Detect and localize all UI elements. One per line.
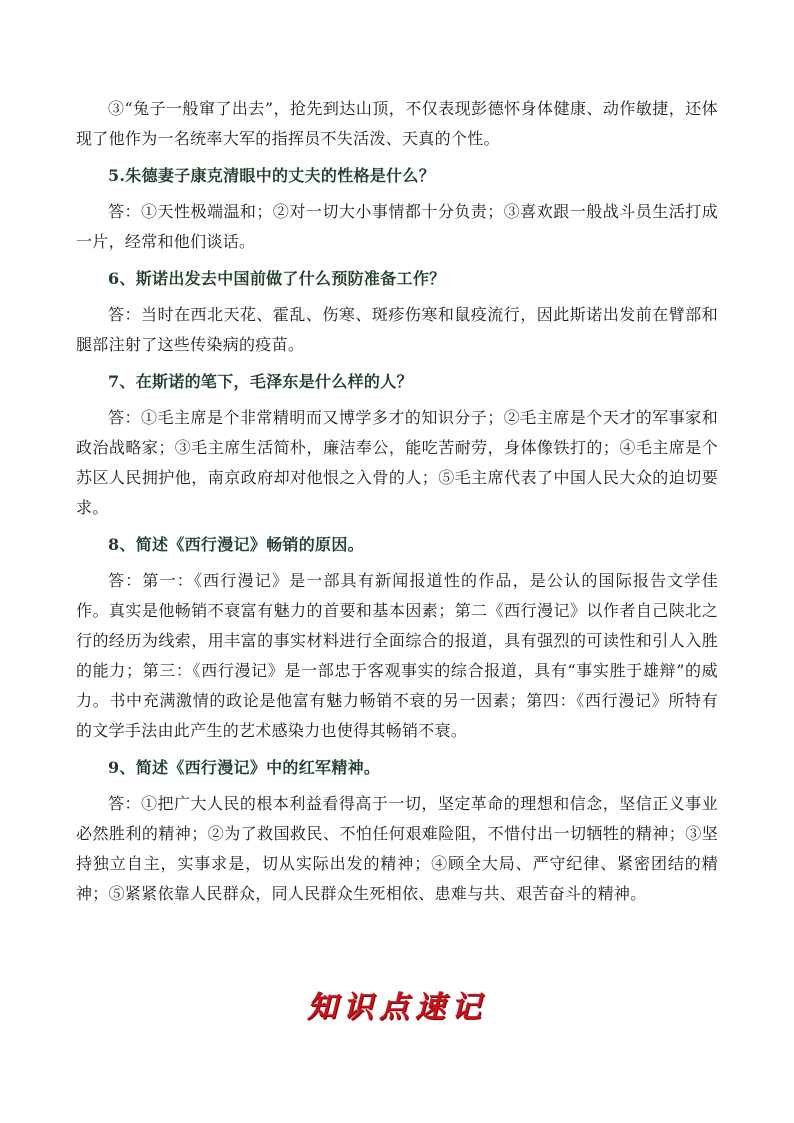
section-brand-logo: 知识点速记 — [307, 990, 487, 1025]
answer-paragraph: 答：①把广大人民的根本利益看得高于一切，坚定革命的理想和信念，坚信正义事业必然胜利的精神；②为了救国救民、不怕任何艰难险阻，不惜付出一切牺牲的精神；③坚持独立自主，实事求是，切从实际出发的精神；④顾全大局、严守纪律、紧密团结的精神；⑤紧紧依靠人民群众，同人民群众生死相依、患难与共、艰苦奋斗的精神。 — [76, 794, 718, 903]
document-body — [76, 94, 718, 916]
answer-paragraph: ③“兔子一般窜了出去”，抢先到达山顶，不仅表现彭德怀身体健康、动作敏捷，还体现了他作为一名统率大军的指挥员不失活泼、天真的个性。 — [76, 99, 718, 148]
question-heading: 7、在斯诺的笔下，毛泽东是什么样的人？ — [108, 372, 413, 391]
question-heading: 8、简述《西行漫记》畅销的原因。 — [108, 535, 364, 554]
question-heading: 9、简述《西行漫记》中的红军精神。 — [108, 758, 381, 777]
question-heading: 5.朱德妻子康克清眼中的丈夫的性格是什么？ — [108, 166, 436, 185]
question-heading: 6、斯诺出发去中国前做了什么预防准备工作？ — [108, 269, 446, 288]
answer-paragraph: 答：第一：《西行漫记》是一部具有新闻报道性的作品，是公认的国际报告文学佳作。真实是他畅销不衰富有魅力的首要和基本因素；第二《西行漫记》以作者自己陕北之行的经历为线索，用丰富的事实材料进行全面综合的报道，具有强烈的可读性和引人入胜的能力；第三：《西行漫记》是一部忠于客观事实的综合报道，具有“事实胜于雄辩”的威力。书中充满激情的政论是他富有魅力畅销不衰的另一因素；第四：《西行漫记》所特有的文学手法由此产生的艺术感染力也使得其畅销不衰。 — [76, 571, 718, 740]
answer-paragraph: 答：①毛主席是个非常精明而又博学多才的知识分子；②毛主席是个天才的军事家和政治战略家；③毛主席生活简朴，廉洁奉公，能吃苦耐劳，身体像铁打的；④毛主席是个苏区人民拥护他，南京政府却对他恨之入骨的人；⑤毛主席代表了中国人民大众的迫切要求。 — [76, 408, 718, 517]
answer-paragraph: 答：①天性极端温和；②对一切大小事情都十分负责；③喜欢跟一般战斗员生活打成一片，经常和他们谈话。 — [76, 202, 718, 251]
answer-paragraph: 答：当时在西北天花、霍乱、伤寒、斑疹伤寒和鼠疫流行，因此斯诺出发前在臂部和腿部注射了这些传染病的疫苗。 — [76, 305, 718, 354]
